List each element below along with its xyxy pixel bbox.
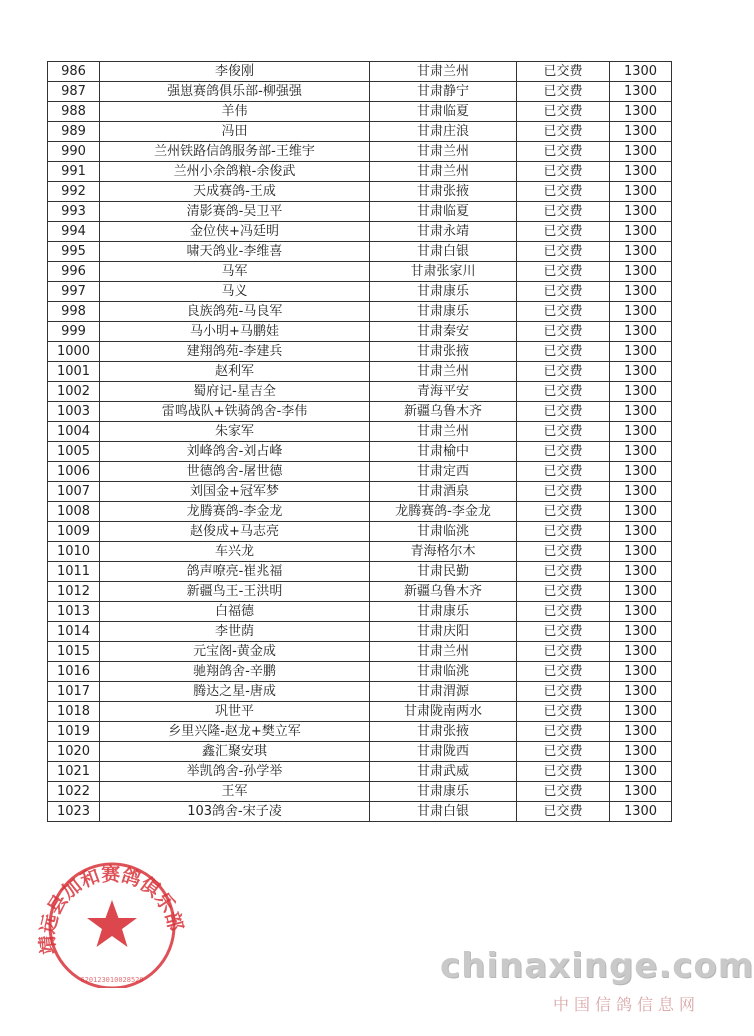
table-row <box>48 242 672 262</box>
member-name: 鸽声嘹亮-崔兆福 <box>100 562 370 582</box>
fee-amount: 1300 <box>610 182 672 202</box>
entry-number: 1011 <box>48 562 100 582</box>
member-name: 赵俊成+马志亮 <box>100 522 370 542</box>
payment-status: 已交费 <box>517 322 610 342</box>
member-name: 巩世平 <box>100 702 370 722</box>
region: 甘肃民勤 <box>370 562 517 582</box>
table-row <box>48 702 672 722</box>
member-name: 天成赛鸽-王成 <box>100 182 370 202</box>
entry-number: 1018 <box>48 702 100 722</box>
member-name: 赵利军 <box>100 362 370 382</box>
fee-amount: 1300 <box>610 142 672 162</box>
member-name: 马军 <box>100 262 370 282</box>
payment-status: 已交费 <box>517 562 610 582</box>
member-name: 乡里兴隆-赵龙+樊立军 <box>100 722 370 742</box>
table-row <box>48 522 672 542</box>
payment-status: 已交费 <box>517 482 610 502</box>
fee-amount: 1300 <box>610 802 672 822</box>
payment-status: 已交费 <box>517 82 610 102</box>
region: 甘肃康乐 <box>370 782 517 802</box>
region: 甘肃临夏 <box>370 102 517 122</box>
fee-amount: 1300 <box>610 742 672 762</box>
entry-number: 990 <box>48 142 100 162</box>
payment-status: 已交费 <box>517 622 610 642</box>
fee-roster-table <box>47 61 672 822</box>
payment-status: 已交费 <box>517 422 610 442</box>
table-row <box>48 142 672 162</box>
payment-status: 已交费 <box>517 382 610 402</box>
entry-number: 1021 <box>48 762 100 782</box>
fee-amount: 1300 <box>610 322 672 342</box>
table-row <box>48 262 672 282</box>
fee-amount: 1300 <box>610 462 672 482</box>
table-row <box>48 382 672 402</box>
member-name: 羊伟 <box>100 102 370 122</box>
entry-number: 993 <box>48 202 100 222</box>
table-row <box>48 442 672 462</box>
fee-amount: 1300 <box>610 402 672 422</box>
region: 甘肃临夏 <box>370 202 517 222</box>
entry-number: 999 <box>48 322 100 342</box>
entry-number: 1000 <box>48 342 100 362</box>
region: 甘肃张掖 <box>370 182 517 202</box>
table-row <box>48 342 672 362</box>
table-row <box>48 802 672 822</box>
region: 甘肃兰州 <box>370 422 517 442</box>
region: 青海平安 <box>370 382 517 402</box>
region: 甘肃庄浪 <box>370 122 517 142</box>
member-name: 李世荫 <box>100 622 370 642</box>
roster-body <box>48 62 672 822</box>
payment-status: 已交费 <box>517 602 610 622</box>
entry-number: 994 <box>48 222 100 242</box>
member-name: 刘峰鸽舍-刘占峰 <box>100 442 370 462</box>
payment-status: 已交费 <box>517 522 610 542</box>
entry-number: 1015 <box>48 642 100 662</box>
table-row <box>48 622 672 642</box>
member-name: 建翔鸽苑-李建兵 <box>100 342 370 362</box>
fee-amount: 1300 <box>610 702 672 722</box>
table-row <box>48 102 672 122</box>
fee-amount: 1300 <box>610 782 672 802</box>
region: 甘肃陇西 <box>370 742 517 762</box>
member-name: 强崽赛鸽俱乐部-柳强强 <box>100 82 370 102</box>
table-row <box>48 762 672 782</box>
region: 甘肃临洮 <box>370 662 517 682</box>
member-name: 清影赛鸽-吴卫平 <box>100 202 370 222</box>
table-row <box>48 162 672 182</box>
table-row <box>48 202 672 222</box>
table-row <box>48 302 672 322</box>
entry-number: 1002 <box>48 382 100 402</box>
member-name: 白福德 <box>100 602 370 622</box>
region: 甘肃张掖 <box>370 722 517 742</box>
member-name: 鑫汇聚安琪 <box>100 742 370 762</box>
region: 甘肃兰州 <box>370 362 517 382</box>
fee-amount: 1300 <box>610 382 672 402</box>
region: 甘肃永靖 <box>370 222 517 242</box>
fee-amount: 1300 <box>610 422 672 442</box>
table-row <box>48 402 672 422</box>
payment-status: 已交费 <box>517 462 610 482</box>
region: 新疆乌鲁木齐 <box>370 402 517 422</box>
payment-status: 已交费 <box>517 362 610 382</box>
payment-status: 已交费 <box>517 702 610 722</box>
entry-number: 992 <box>48 182 100 202</box>
fee-amount: 1300 <box>610 262 672 282</box>
region: 甘肃白银 <box>370 242 517 262</box>
payment-status: 已交费 <box>517 262 610 282</box>
region: 甘肃兰州 <box>370 62 517 82</box>
member-name: 马小明+马鹏娃 <box>100 322 370 342</box>
region: 甘肃张家川 <box>370 262 517 282</box>
table-row <box>48 742 672 762</box>
member-name: 马义 <box>100 282 370 302</box>
entry-number: 998 <box>48 302 100 322</box>
payment-status: 已交费 <box>517 582 610 602</box>
payment-status: 已交费 <box>517 402 610 422</box>
member-name: 元宝阁-黄金成 <box>100 642 370 662</box>
entry-number: 997 <box>48 282 100 302</box>
entry-number: 1020 <box>48 742 100 762</box>
entry-number: 1013 <box>48 602 100 622</box>
fee-amount: 1300 <box>610 302 672 322</box>
member-name: 冯田 <box>100 122 370 142</box>
entry-number: 995 <box>48 242 100 262</box>
payment-status: 已交费 <box>517 202 610 222</box>
member-name: 啸天鸽业-李维喜 <box>100 242 370 262</box>
entry-number: 989 <box>48 122 100 142</box>
fee-amount: 1300 <box>610 242 672 262</box>
seal-number: 620123010028520 <box>80 976 144 984</box>
payment-status: 已交费 <box>517 142 610 162</box>
table-row <box>48 642 672 662</box>
entry-number: 1012 <box>48 582 100 602</box>
payment-status: 已交费 <box>517 802 610 822</box>
table-row <box>48 782 672 802</box>
payment-status: 已交费 <box>517 762 610 782</box>
fee-amount: 1300 <box>610 662 672 682</box>
entry-number: 1019 <box>48 722 100 742</box>
region: 新疆乌鲁木齐 <box>370 582 517 602</box>
entry-number: 1014 <box>48 622 100 642</box>
fee-amount: 1300 <box>610 522 672 542</box>
payment-status: 已交费 <box>517 542 610 562</box>
entry-number: 1008 <box>48 502 100 522</box>
table-row <box>48 662 672 682</box>
region: 甘肃康乐 <box>370 602 517 622</box>
payment-status: 已交费 <box>517 242 610 262</box>
payment-status: 已交费 <box>517 442 610 462</box>
region: 甘肃庆阳 <box>370 622 517 642</box>
table-row <box>48 322 672 342</box>
payment-status: 已交费 <box>517 162 610 182</box>
entry-number: 1003 <box>48 402 100 422</box>
member-name: 李俊刚 <box>100 62 370 82</box>
table-row <box>48 422 672 442</box>
entry-number: 1023 <box>48 802 100 822</box>
fee-amount: 1300 <box>610 162 672 182</box>
table-row <box>48 122 672 142</box>
payment-status: 已交费 <box>517 722 610 742</box>
fee-amount: 1300 <box>610 122 672 142</box>
table-row <box>48 462 672 482</box>
payment-status: 已交费 <box>517 642 610 662</box>
entry-number: 987 <box>48 82 100 102</box>
payment-status: 已交费 <box>517 502 610 522</box>
payment-status: 已交费 <box>517 342 610 362</box>
region: 甘肃定西 <box>370 462 517 482</box>
region: 甘肃陇南两水 <box>370 702 517 722</box>
table-row <box>48 482 672 502</box>
table-row <box>48 182 672 202</box>
region: 甘肃白银 <box>370 802 517 822</box>
table-row <box>48 582 672 602</box>
member-name: 举凯鸽舍-孙学举 <box>100 762 370 782</box>
fee-amount: 1300 <box>610 62 672 82</box>
payment-status: 已交费 <box>517 182 610 202</box>
entry-number: 1016 <box>48 662 100 682</box>
member-name: 兰州小余鸽粮-余俊武 <box>100 162 370 182</box>
entry-number: 1005 <box>48 442 100 462</box>
fee-amount: 1300 <box>610 502 672 522</box>
fee-amount: 1300 <box>610 602 672 622</box>
payment-status: 已交费 <box>517 742 610 762</box>
region: 青海格尔木 <box>370 542 517 562</box>
region: 甘肃渭源 <box>370 682 517 702</box>
fee-amount: 1300 <box>610 482 672 502</box>
member-name: 世德鸽舍-屠世德 <box>100 462 370 482</box>
member-name: 蜀府记-星吉全 <box>100 382 370 402</box>
fee-amount: 1300 <box>610 582 672 602</box>
fee-amount: 1300 <box>610 682 672 702</box>
table-row <box>48 82 672 102</box>
member-name: 车兴龙 <box>100 542 370 562</box>
fee-amount: 1300 <box>610 202 672 222</box>
fee-amount: 1300 <box>610 562 672 582</box>
table-row <box>48 682 672 702</box>
entry-number: 1004 <box>48 422 100 442</box>
entry-number: 1007 <box>48 482 100 502</box>
region: 甘肃酒泉 <box>370 482 517 502</box>
member-name: 龙腾赛鸽-李金龙 <box>100 502 370 522</box>
member-name: 刘国金+冠军梦 <box>100 482 370 502</box>
fee-amount: 1300 <box>610 362 672 382</box>
member-name: 兰州铁路信鸽服务部-王维宇 <box>100 142 370 162</box>
region: 甘肃榆中 <box>370 442 517 462</box>
region: 甘肃武威 <box>370 762 517 782</box>
payment-status: 已交费 <box>517 122 610 142</box>
table-row <box>48 542 672 562</box>
fee-amount: 1300 <box>610 542 672 562</box>
member-name: 腾达之星-唐成 <box>100 682 370 702</box>
table-row <box>48 722 672 742</box>
table-row <box>48 602 672 622</box>
region: 甘肃静宁 <box>370 82 517 102</box>
region: 甘肃张掖 <box>370 342 517 362</box>
member-name: 新疆鸟王-王洪明 <box>100 582 370 602</box>
fee-amount: 1300 <box>610 762 672 782</box>
region: 甘肃秦安 <box>370 322 517 342</box>
fee-amount: 1300 <box>610 642 672 662</box>
payment-status: 已交费 <box>517 62 610 82</box>
fee-amount: 1300 <box>610 442 672 462</box>
entry-number: 1022 <box>48 782 100 802</box>
watermark-caption: 中国信鸽信息网 <box>552 995 700 1014</box>
watermark-site: chinaxinge.com <box>440 946 754 986</box>
entry-number: 986 <box>48 62 100 82</box>
payment-status: 已交费 <box>517 662 610 682</box>
region: 甘肃临洮 <box>370 522 517 542</box>
table-row <box>48 222 672 242</box>
payment-status: 已交费 <box>517 282 610 302</box>
member-name: 良族鸽苑-马良军 <box>100 302 370 322</box>
member-name: 雷鸣战队+铁骑鸽舍-李伟 <box>100 402 370 422</box>
region: 甘肃康乐 <box>370 282 517 302</box>
fee-amount: 1300 <box>610 722 672 742</box>
fee-amount: 1300 <box>610 222 672 242</box>
region: 甘肃康乐 <box>370 302 517 322</box>
member-name: 王军 <box>100 782 370 802</box>
fee-amount: 1300 <box>610 282 672 302</box>
payment-status: 已交费 <box>517 302 610 322</box>
member-name: 103鸽舍-宋子凌 <box>100 802 370 822</box>
payment-status: 已交费 <box>517 782 610 802</box>
fee-amount: 1300 <box>610 102 672 122</box>
region: 甘肃兰州 <box>370 162 517 182</box>
entry-number: 996 <box>48 262 100 282</box>
member-name: 金位侠+冯廷明 <box>100 222 370 242</box>
entry-number: 1009 <box>48 522 100 542</box>
seal-text: 靖远县加和赛鸽俱乐部 <box>36 863 187 956</box>
region: 甘肃兰州 <box>370 142 517 162</box>
table-row <box>48 282 672 302</box>
member-name: 驰翔鸽舍-辛鹏 <box>100 662 370 682</box>
table-row <box>48 562 672 582</box>
region: 甘肃兰州 <box>370 642 517 662</box>
member-name: 朱家军 <box>100 422 370 442</box>
table-row <box>48 502 672 522</box>
payment-status: 已交费 <box>517 222 610 242</box>
table-row <box>48 362 672 382</box>
entry-number: 1006 <box>48 462 100 482</box>
club-seal <box>32 848 192 988</box>
star-icon <box>87 900 137 947</box>
entry-number: 1010 <box>48 542 100 562</box>
entry-number: 991 <box>48 162 100 182</box>
entry-number: 1017 <box>48 682 100 702</box>
payment-status: 已交费 <box>517 682 610 702</box>
payment-status: 已交费 <box>517 102 610 122</box>
fee-amount: 1300 <box>610 342 672 362</box>
entry-number: 1001 <box>48 362 100 382</box>
fee-amount: 1300 <box>610 82 672 102</box>
region: 龙腾赛鸽-李金龙 <box>370 502 517 522</box>
fee-amount: 1300 <box>610 622 672 642</box>
table-row <box>48 62 672 82</box>
entry-number: 988 <box>48 102 100 122</box>
